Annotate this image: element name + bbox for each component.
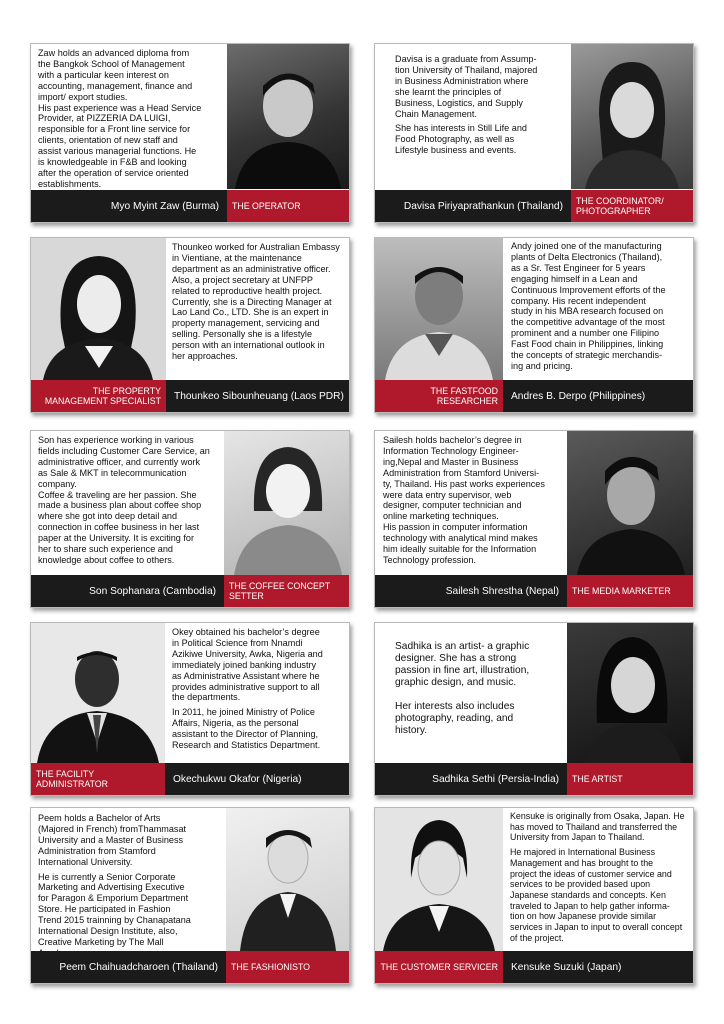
profile-name: Okechukwu Okafor (Nigeria) [165, 763, 349, 795]
profile-bio: Okey obtained his bachelor’s degree in Political Science from Nnamdi Azikiwe University, Awka, Nigeria and immediately joined banking industry as Administrative Assistant where he provides administrative support to all the departments. In 2011, he joined Ministry of Police Affairs, Nigeria, as the personal assistant to the Director of Planning, Research and Statistics Department. [172, 627, 323, 751]
profile-role: THE PROPERTY MANAGEMENT SPECIALIST [31, 380, 166, 412]
profile-role: THE CUSTOMER SERVICER [375, 951, 503, 983]
profile-bio: Sailesh holds bachelor’s degree in Information Technology Engineer- ing,Nepal and Master in Business Administration from Stamford Universi- ty, Thailand. His past works experiences were data entry supervisor, web designer, computer technician and online marketing techniques. His passion in computer information technology with analytical mind makes him ideally suitable for the Information Technology profession. [383, 435, 545, 565]
profile-name: Peem Chaihuadcharoen (Thailand) [31, 951, 226, 983]
portrait-photo [227, 44, 349, 189]
profile-name: Myo Myint Zaw (Burma) [31, 190, 227, 222]
profile-card-myo-myint-zaw [30, 43, 350, 223]
portrait-photo [31, 623, 165, 763]
profile-card-thounkeo [30, 237, 350, 413]
profile-name: Sailesh Shrestha (Nepal) [375, 575, 567, 607]
profile-card-sailesh [374, 430, 694, 608]
profile-bio: Davisa is a graduate from Assump- tion University of Thailand, majored in Business Administration where she learnt the principles of Business, Logistics, and Supply Chain Management. She has interests in Still Life and Food Photography, as well as Lifestyle business and events. [395, 54, 538, 156]
portrait-photo [567, 431, 693, 575]
profile-role: THE FACILITY ADMINISTRATOR [31, 763, 165, 795]
profile-card-andres [374, 237, 694, 413]
profile-bio: Sadhika is an artist- a graphic designer. She has a strong passion in fine art, illustration, graphic design, and music. Her interests also includes photography, reading, and history. [395, 641, 530, 736]
profile-card-son [30, 430, 350, 608]
profile-bio: Thounkeo worked for Australian Embassy in Vientiane, at the maintenance department as an administrative officer. Also, a project secretary at UNFPP related to reproductive health project. Currently, she is a Directing Manager at Lao Land Co., LTD. She is an expert in property management, servicing and selling. Personally she is a lifestyle person with an international outlook in her approaches. [172, 242, 340, 362]
profile-card-sadhika [374, 622, 694, 796]
profile-name: Son Sophanara (Cambodia) [31, 575, 224, 607]
profile-name: Thounkeo Sibounheuang (Laos PDR) [166, 380, 349, 412]
profile-card-okechukwu [30, 622, 350, 796]
profile-bio: Peem holds a Bachelor of Arts (Majored in French) fromThammasat University and a Master of Business Administration from Stamford International University. He is currently a Senior Corporate Marketing and Advertising Executive for Paragon & Emporium Department Store. He participated in Fashion Trend 2015 trainning by Chanapatana International Design Institute, also, Creative Marketing by The Mall [38, 813, 191, 947]
profile-role: THE FASHIONISTO [226, 951, 349, 983]
profile-name: Andres B. Derpo (Philippines) [503, 380, 693, 412]
profile-name: Davisa Piriyaprathankun (Thailand) [375, 190, 571, 222]
portrait-photo [571, 44, 693, 189]
profile-bio: Andy joined one of the manufacturing plants of Delta Electronics (Thailand), as a Sr. Test Engineer for 5 years engaging himself in a Lean and Continuous Improvement efforts of the company. His recent independent study in his MBA research focused on the competitive advantage of the most prominent and a number one Filipino Fast Food chain in Philippines, linking the concepts of strategic merchandis- ing and pricing. [511, 241, 666, 371]
profile-name: Sadhika Sethi (Persia-India) [375, 763, 567, 795]
portrait-photo [226, 808, 349, 951]
profile-bio: Zaw holds an advanced diploma from the Bangkok School of Management with a particular keen interest on accounting, management, finance and import/ export studies. His past experience was a Head Service Provider, at PIZZERIA DA LUIGI, responsible for a Front line service for clients, orientation of new staff and assist various managerial functions. He is knowledgeable in F&B and looking after the operation of service oriented establishments. [38, 48, 202, 189]
portrait-photo [224, 431, 349, 575]
profile-bio: Son has experience working in various fields including Customer Care Service, an administrative officer, and currently work as Sale & MKT in telecommunication company. Coffee & traveling are her passion. She made a business plan about coffee shop where she got into deep detail and connection in coffee business in her last paper at the University. It is exciting for her to share such experience and knowledge about coffee to others. [38, 435, 210, 565]
portrait-photo [375, 238, 503, 380]
profile-card-davisa [374, 43, 694, 223]
profile-role: THE COORDINATOR/ PHOTOGRAPHER [571, 190, 693, 222]
profile-role: THE COFFEE CONCEPT SETTER [224, 575, 349, 607]
profile-role: THE MEDIA MARKETER [567, 575, 693, 607]
portrait-photo [375, 808, 503, 951]
profile-bio: Kensuke is originally from Osaka, Japan. He has moved to Thailand and transferred the University from Japan to Thailand. He majored in International Business Management and has brought to the project the ideas of customer service and services to be provided based upon Japanese standards and concepts. Ken traveled to Japan to help gather informa- tion on how Japanese provide similar services in Japan to input to overall concept of the project. [510, 811, 685, 943]
profile-role: THE OPERATOR [227, 190, 349, 222]
profile-card-kensuke [374, 807, 694, 984]
profile-role: THE FASTFOOD RESEARCHER [375, 380, 503, 412]
portrait-photo [567, 623, 693, 763]
profile-role: THE ARTIST [567, 763, 693, 795]
profile-name: Kensuke Suzuki (Japan) [503, 951, 693, 983]
profile-card-peem [30, 807, 350, 984]
portrait-photo [31, 238, 166, 380]
